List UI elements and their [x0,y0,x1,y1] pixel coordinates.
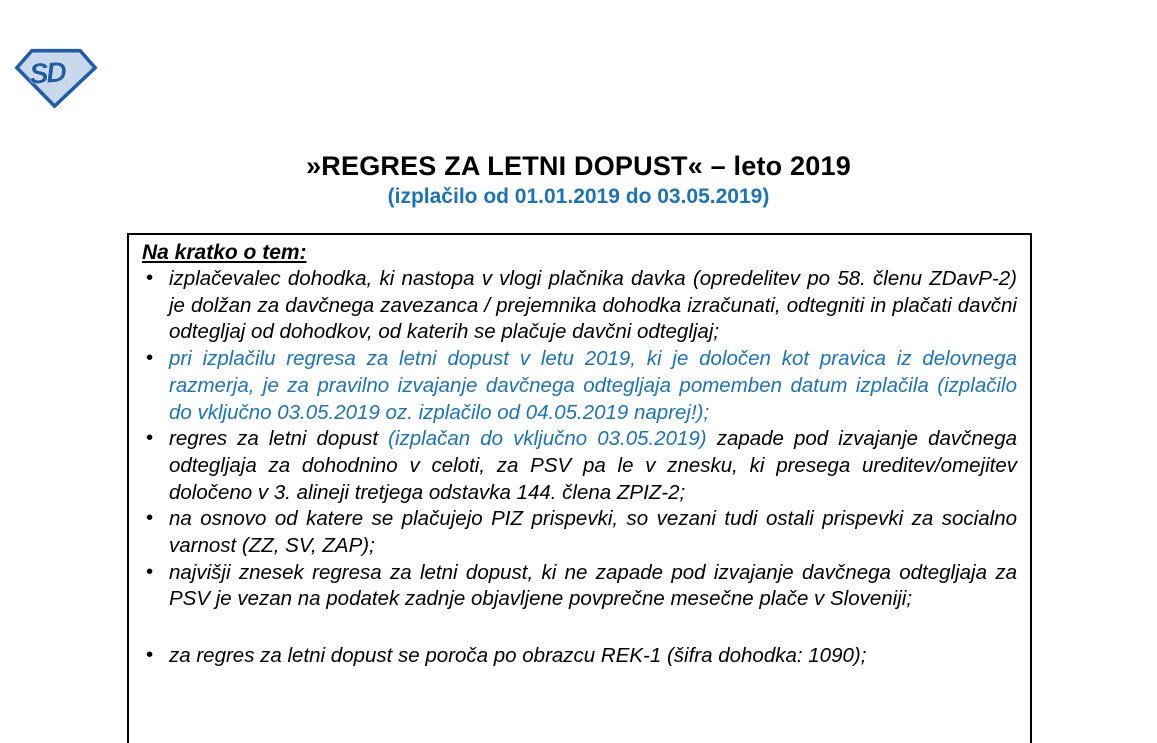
bullet-text-segment: za regres za letni dopust se poroča po obrazcu REK-1 (šifra dohodka: 1090); [169,644,867,668]
page-subtitle: (izplačilo od 01.01.2019 do 03.05.2019) [387,185,770,208]
bullet-text-segment: pri izplačilu regresa za letni dopust v letu 2019, ki je določen kot pravica iz delovnega razmerja, je za pravilno izvajanje davčnega odtegljaja pomemben datum izplačila (izplačilo do vključno 03.05.2019 oz. izplačilo od 04.05.2019 naprej!); [169,347,1017,424]
bullet-text-segment: zapade pod izvajanje davčnega odtegljaja za dohodnino v celoti, za PSV pa le v znesku, ki presega ureditev/omejitev določeno v 3. alineji tretjega odstavka 144. člena ZPIZ-2; [169,427,1017,504]
page-title: »REGRES ZA LETNI DOPUST« – leto 2019 [306,151,851,181]
list-item [142,266,1017,346]
logo-letters: SD [28,56,66,91]
bullet-text-segment: regres za letni dopust [169,427,389,451]
list-item [142,560,1017,613]
bullet-list [142,266,1017,670]
list-item [142,426,1017,506]
bullet-text-segment: na osnovo od katere se plačujejo PIZ prispevki, so vezani tudi ostali prispevki za socialno varnost (ZZ, SV, ZAP); [169,507,1017,558]
bullet-text-segment: (izplačan do vključno 03.05.2019) [388,427,707,451]
list-item [142,346,1017,426]
bullet-text-segment: najvišji znesek regresa za letni dopust, ki ne zapade pod izvajanje davčnega odtegljaja za PSV je vezan na podatek zadnje objavljene povprečne mesečne plače v Sloveniji; [169,560,1017,611]
document-header [0,151,1157,210]
sd-diamond-logo-icon [13,45,99,109]
box-heading: Na kratko o tem: [142,241,307,264]
company-logo [13,45,99,109]
list-item [142,506,1017,559]
summary-box [127,233,1032,743]
bullet-text-segment: izplačevalec dohodka, ki nastopa v vlogi plačnika davka (opredelitev po 58. členu ZDavP-2) je dolžan za davčnega zavezanca / prejemnika dohodka izračunati, odtegniti in plačati davčni odtegljaj od dohodkov, od katerih se plačuje davčni odtegljaj; [169,267,1017,344]
list-item [142,643,1017,670]
